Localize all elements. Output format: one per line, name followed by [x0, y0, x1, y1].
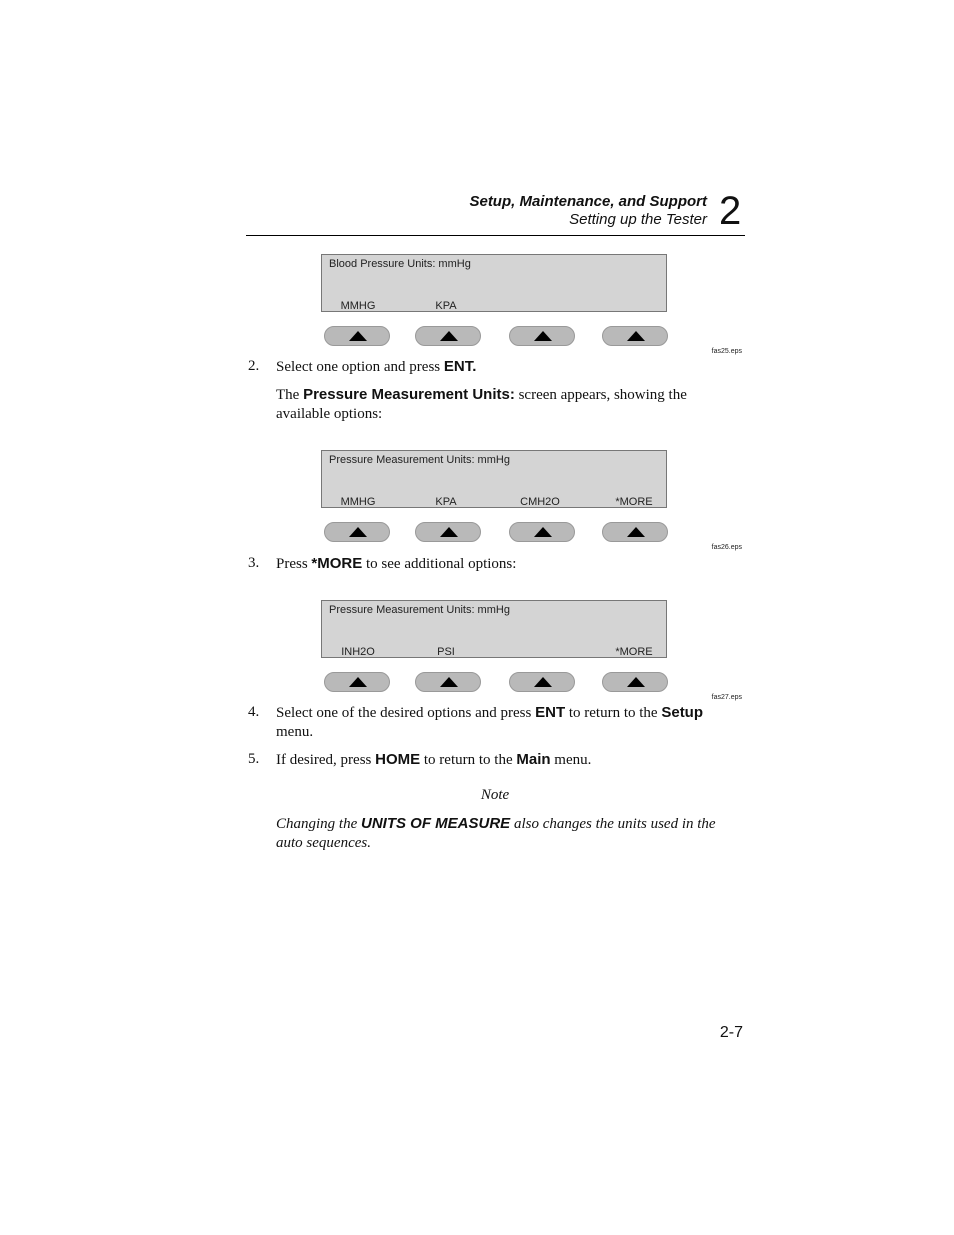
lcd-option-2: KPA [435, 300, 457, 312]
note-heading: Note [480, 787, 510, 803]
step-text: Select one option and press ENT. [276, 358, 477, 375]
key-name-ent: ENT [535, 704, 566, 721]
figure-label: fas26.eps [711, 544, 742, 551]
softkey-4-up-arrow-icon[interactable] [602, 522, 668, 542]
step-text: Press *MORE to see additional options: [276, 555, 517, 572]
lcd-title: Pressure Measurement Units: mmHg [329, 454, 510, 466]
header-rule [246, 235, 745, 236]
units-of-measure-term: UNITS OF MEASURE [361, 815, 511, 832]
softkey-2-up-arrow-icon[interactable] [415, 672, 481, 692]
softkey-2-up-arrow-icon[interactable] [415, 326, 481, 346]
lcd-screen-pressure-units-1 [321, 450, 667, 508]
step-number: 3. [248, 555, 260, 571]
softkey-row [324, 522, 668, 542]
section-title: Setup, Maintenance, and Support [469, 193, 707, 210]
lcd-screen-pressure-units-2 [321, 600, 667, 658]
softkey-4-up-arrow-icon[interactable] [602, 672, 668, 692]
step-number: 4. [248, 704, 260, 720]
step-text: If desired, press HOME to return to the Main menu. [276, 751, 592, 768]
menu-name-main: Main [516, 751, 551, 768]
softkey-2-up-arrow-icon[interactable] [415, 522, 481, 542]
softkey-row [324, 326, 668, 346]
note-text: Changing the UNITS OF MEASURE also changes the units used in the auto sequences. [276, 815, 716, 851]
lcd-option-1: MMHG [340, 496, 376, 508]
lcd-title: Pressure Measurement Units: mmHg [329, 604, 510, 616]
softkey-4-up-arrow-icon[interactable] [602, 326, 668, 346]
softkey-1-up-arrow-icon[interactable] [324, 672, 390, 692]
softkey-3-up-arrow-icon[interactable] [509, 672, 575, 692]
lcd-title: Blood Pressure Units: mmHg [329, 258, 471, 270]
subsection-title: Setting up the Tester [569, 211, 707, 228]
lcd-screen-blood-pressure-units [321, 254, 667, 312]
figure-label: fas25.eps [711, 348, 742, 355]
lcd-option-1: INH2O [341, 646, 375, 658]
step-text: Select one of the desired options and press ENT to return to the Setup menu. [276, 704, 704, 740]
step-number: 5. [248, 751, 260, 767]
key-name-home: HOME [375, 751, 421, 768]
menu-name-setup: Setup [661, 704, 704, 721]
key-name-ent: ENT. [443, 358, 477, 375]
step-number: 2. [248, 358, 260, 374]
softkey-1-up-arrow-icon[interactable] [324, 326, 390, 346]
softkey-3-up-arrow-icon[interactable] [509, 326, 575, 346]
chapter-number: 2 [719, 189, 742, 233]
lcd-option-2: KPA [435, 496, 457, 508]
lcd-option-3: CMH2O [520, 496, 560, 508]
page-number: 2-7 [719, 1024, 743, 1041]
lcd-option-4: *MORE [615, 496, 653, 508]
softkey-1-up-arrow-icon[interactable] [324, 522, 390, 542]
lcd-option-1: MMHG [340, 300, 376, 312]
softkey-3-up-arrow-icon[interactable] [509, 522, 575, 542]
screen-name: Pressure Measurement Units: [303, 386, 515, 403]
softkey-row [324, 672, 668, 692]
lcd-option-2: PSI [437, 646, 455, 658]
step-2-description: The Pressure Measurement Units: screen appears, showing the available options: [276, 386, 687, 422]
lcd-option-4: *MORE [615, 646, 653, 658]
key-name-more: *MORE [311, 555, 363, 572]
figure-label: fas27.eps [711, 694, 742, 701]
running-header [469, 193, 707, 229]
